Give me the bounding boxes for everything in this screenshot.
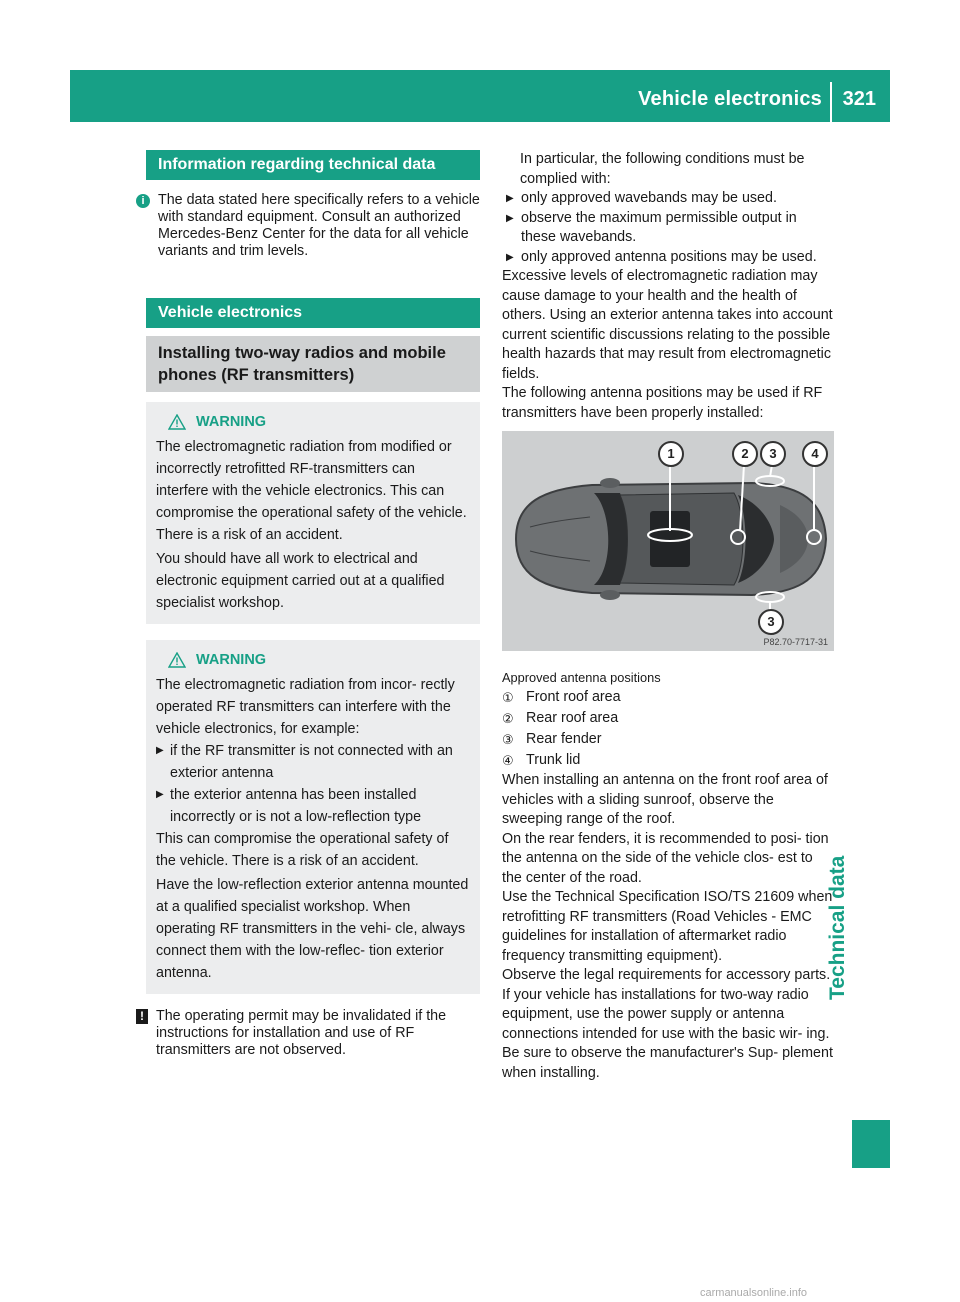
header-title: Vehicle electronics (638, 88, 822, 110)
list-item-text: Trunk lid (526, 752, 581, 768)
exclamation-icon: ! (136, 1009, 148, 1024)
section-title-vehicle-electronics: Vehicle electronics (146, 298, 480, 328)
callout-number: ② (502, 711, 514, 726)
rear-fenders-paragraph: On the rear fenders, it is recommended to posi- tion the antenna on the side of the vehicle clos- est to the center of the road. (502, 830, 829, 886)
info-icon: i (136, 194, 150, 208)
side-tab-marker (852, 1120, 890, 1168)
notice (140, 1008, 480, 1059)
warning-title (156, 412, 470, 432)
footer-watermark: carmanualsonline.info (700, 1287, 808, 1299)
conditions-intro: In particular, the following conditions must be complied with: (520, 151, 805, 187)
bullet-icon: ▶ (506, 212, 514, 224)
warning-title (156, 650, 470, 670)
list-item (502, 750, 834, 771)
antenna-positions-figure (502, 431, 834, 651)
right-column (502, 150, 834, 1083)
callout-3: 3 (760, 441, 786, 467)
callout-number: ① (502, 690, 514, 705)
list-item (502, 729, 834, 750)
list-item (156, 784, 470, 828)
list-item (502, 687, 834, 708)
bullet-icon: ▶ (156, 789, 164, 800)
section-title-technical-data: Information regarding technical data (146, 150, 480, 180)
warning-box-1 (146, 402, 480, 624)
callout-1: 1 (658, 441, 684, 467)
technical-specification-paragraph: Use the Technical Specification ISO/TS 21609 when retrofitting RF transmitters (Road Vehicles - EMC guidelines for installation of aftermarket radio frequency transmitting equipment). (502, 889, 833, 964)
list-item (502, 248, 834, 268)
callout-3-lower: 3 (758, 609, 784, 635)
bullet-icon: ▶ (506, 251, 514, 263)
list-item-text: the exterior antenna has been installed incorrectly or is not a low-reflection type (170, 787, 422, 825)
installation-paragraph: If your vehicle has installations for two-way radio equipment, use the power supply or antenna connections intended for use with the basic wir- ing. Be sure to observe the manufacturer's Sup- plement when installing. (502, 986, 833, 1081)
warning-1-paragraph-2: You should have all work to electrical and electronic equipment carried out at a qualified specialist workshop. (156, 551, 445, 611)
warning-triangle-icon (168, 414, 186, 430)
list-item (502, 189, 834, 209)
callout-4: 4 (802, 441, 828, 467)
warning-title-text: WARNING (196, 652, 267, 668)
warning-title-text: WARNING (196, 414, 267, 430)
warning-2-paragraph-3: Have the low-reflection exterior antenna mounted at a qualified specialist workshop. When operating RF transmitters in the vehi- cle, always connect them with the low-reflec- tion exterior antenna. (156, 877, 469, 981)
legal-requirements-paragraph: Observe the legal requirements for accessory parts. (502, 967, 831, 983)
callout-2: 2 (732, 441, 758, 467)
callout-number: ③ (502, 732, 514, 747)
warning-triangle-icon (168, 652, 186, 668)
warning-box-2 (146, 640, 480, 994)
warning-1-paragraph-1: The electromagnetic radiation from modified or incorrectly retrofitted RF-transmitters can interfere with the vehicle electronics. This can compromise the operational safety of the vehicle. There is a risk of an accident. (156, 439, 467, 543)
side-tab-label: Technical data (826, 855, 849, 1000)
bullet-icon: ▶ (156, 745, 164, 756)
figure-code: P82.70-7717-31 (763, 637, 828, 647)
list-item-text: only approved wavebands may be used. (521, 190, 777, 206)
left-column (140, 150, 480, 1059)
list-item (502, 708, 834, 729)
list-item-text: Rear roof area (526, 710, 619, 726)
callout-number: ④ (502, 753, 514, 768)
list-item (156, 740, 470, 784)
antenna-positions-intro: The following antenna positions may be used if RF transmitters have been properly installed: (502, 385, 823, 421)
subsection-title-rf-transmitters: Installing two-way radios and mobile phones (RF transmitters) (146, 336, 480, 392)
page-number: 321 (842, 88, 876, 110)
list-item-text: Rear fender (526, 731, 602, 747)
list-item-text: only approved antenna positions may be used. (521, 248, 817, 265)
bullet-icon: ▶ (506, 193, 514, 204)
notice-text: The operating permit may be invalidated if the instructions for installation and use of RF transmitters are not observed. (156, 1008, 447, 1058)
front-roof-paragraph: When installing an antenna on the front roof area of vehicles with a sliding sunroof, observe the sweeping range of the roof. (502, 772, 828, 827)
list-item-text: observe the maximum permissible output in these wavebands. (521, 209, 797, 245)
list-item-text: if the RF transmitter is not connected with an exterior antenna (170, 743, 453, 781)
figure-caption: Approved antenna positions (502, 670, 661, 685)
info-note (141, 192, 480, 260)
warning-2-paragraph-1: The electromagnetic radiation from incor- rectly operated RF transmitters can interfere with the vehicle electronics, for example: (156, 677, 455, 737)
page-header (70, 70, 890, 122)
info-note-text: The data stated here specifically refers to a vehicle with standard equipment. Consult an authorized Mercedes-Benz Center for the data for all vehicle variants and trim levels. (158, 192, 480, 259)
excessive-radiation-paragraph: Excessive levels of electromagnetic radiation may cause damage to your health and the health of others. Using an exterior antenna takes into account current scientific discussions relating to the possible health hazards that may result from electromagnetic fields. (502, 268, 833, 382)
list-item-text: Front roof area (526, 689, 621, 705)
header-separator (830, 82, 832, 122)
warning-2-paragraph-2: This can compromise the operational safety of the vehicle. There is a risk of an accident. (156, 831, 449, 869)
list-item (502, 209, 834, 248)
